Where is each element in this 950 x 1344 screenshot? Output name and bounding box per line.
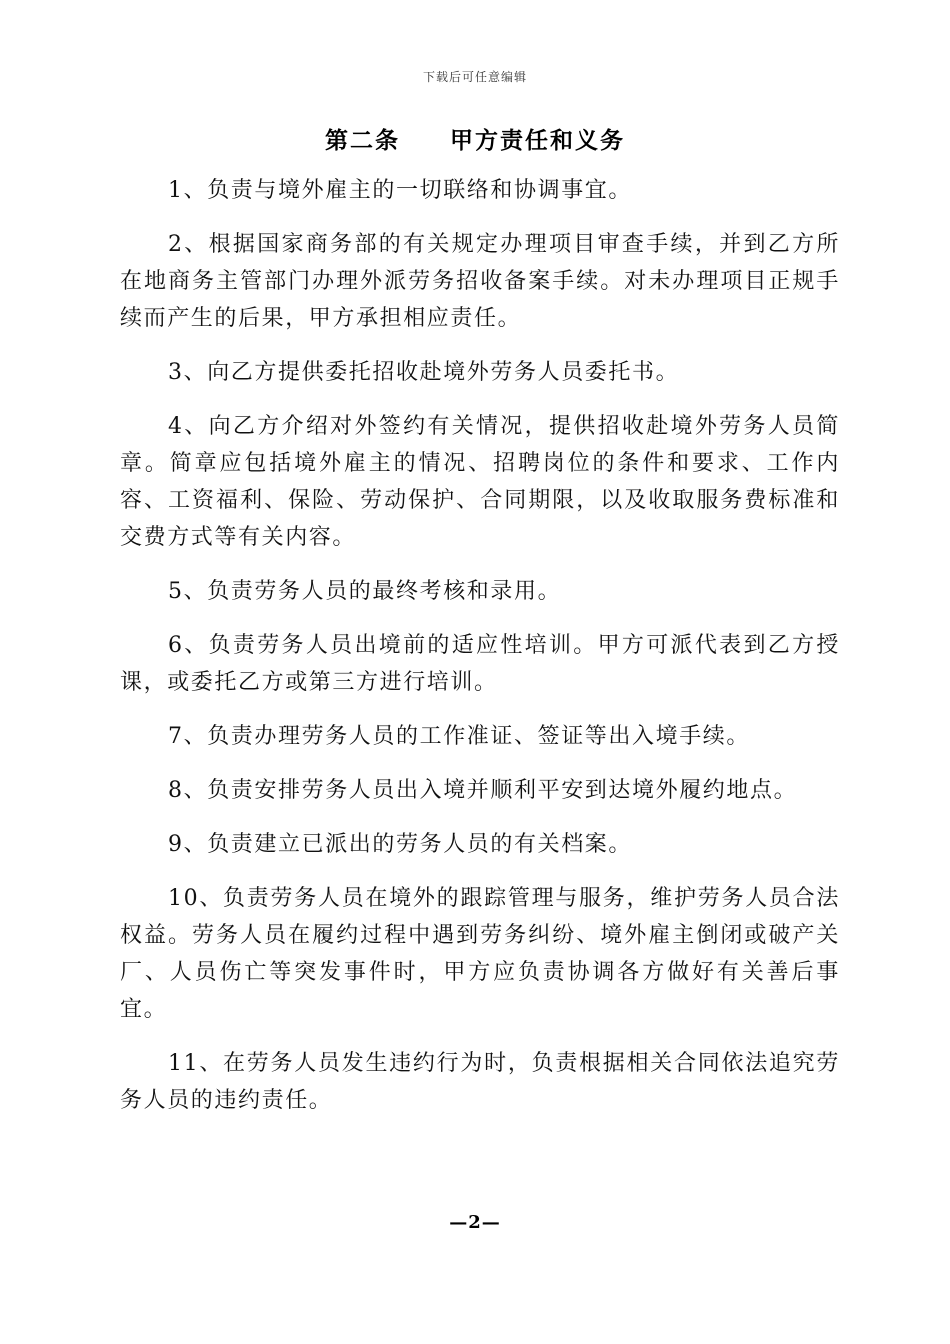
header-note: 下载后可任意编辑 xyxy=(422,70,527,84)
clause-paragraph: 4、向乙方介绍对外签约有关情况，提供招收赴境外劳务人员简章。简章应包括境外雇主的情况、招聘岗位的条件和要求、工作内容、工资福利、保险、劳动保护、合同期限，以及收取服务费标准和交费方式等有关内容。 xyxy=(120,414,840,550)
clause-paragraph: 3、向乙方提供委托招收赴境外劳务人员委托书。 xyxy=(168,360,680,385)
article-title: 第二条 甲方责任和义务 xyxy=(325,127,625,154)
clause-paragraph: 8、负责安排劳务人员出入境并顺利平安到达境外履约地点。 xyxy=(168,778,798,803)
clause-paragraph: 10、负责劳务人员在境外的跟踪管理与服务，维护劳务人员合法权益。劳务人员在履约过程中遇到劳务纠纷、境外雇主倒闭或破产关厂、人员伤亡等突发事件时，甲方应负责协调各方做好有关善后事宜。 xyxy=(120,886,840,1022)
clause-paragraph: 5、负责劳务人员的最终考核和录用。 xyxy=(168,579,562,604)
article-body xyxy=(120,172,840,1136)
clause-paragraph: 11、在劳务人员发生违约行为时，负责根据相关合同依法追究劳务人员的违约责任。 xyxy=(120,1051,840,1113)
clause-paragraph: 7、负责办理劳务人员的工作准证、签证等出入境手续。 xyxy=(168,724,750,749)
clause-paragraph: 1、负责与境外雇主的一切联络和协调事宜。 xyxy=(168,178,632,203)
clause-paragraph: 9、负责建立已派出的劳务人员的有关档案。 xyxy=(168,832,632,857)
clause-paragraph: 2、根据国家商务部的有关规定办理项目审查手续，并到乙方所在地商务主管部门办理外派劳务招收备案手续。对未办理项目正规手续而产生的后果，甲方承担相应责任。 xyxy=(120,232,840,331)
page-number: —2— xyxy=(449,1212,501,1233)
clause-paragraph: 6、负责劳务人员出境前的适应性培训。甲方可派代表到乙方授课，或委托乙方或第三方进行培训。 xyxy=(120,633,840,695)
